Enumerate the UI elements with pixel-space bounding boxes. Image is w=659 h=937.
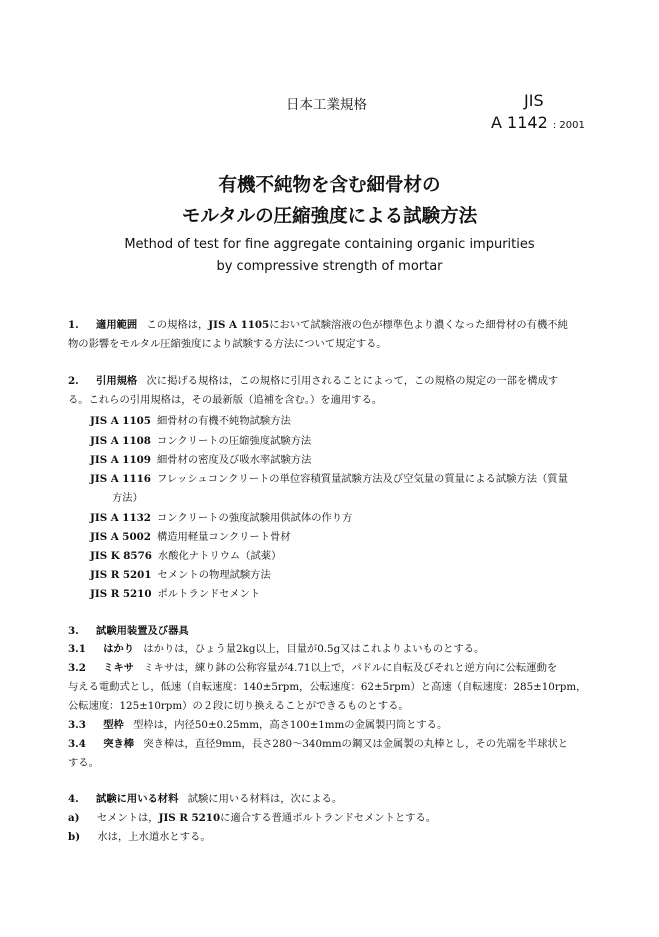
section2-num: 2.: [68, 375, 79, 387]
section3-num: 3.: [68, 625, 79, 637]
list-code: JIS R 5210: [158, 812, 221, 824]
item-num: 3.2: [68, 662, 86, 674]
ref-item: [90, 566, 271, 581]
ref-title: コンクリートの強度試験用供試体の作り方: [156, 512, 353, 524]
section3-heading: 試験用装置及び器具: [96, 625, 189, 637]
item-term: はかり: [103, 643, 135, 655]
section3-heading-line: [68, 622, 189, 640]
ref-item: [90, 432, 311, 447]
ref-title: 細骨材の密度及び吸水率試験方法: [156, 454, 312, 466]
item-text: はかりは，ひょう量2kg以上，目量が0.5g又はこれよりよいものとする。: [143, 643, 485, 655]
section1-text-a: この規格は，: [146, 319, 209, 331]
item-num: 3.4: [68, 738, 86, 750]
title-ja-line1: 有機不純物を含む細骨材の: [218, 175, 441, 196]
jis-label: JIS: [524, 91, 544, 110]
ref-item: [90, 547, 281, 562]
list-item: [68, 809, 436, 827]
ref-item: [90, 451, 311, 466]
title-ja-line2: モルタルの圧縮強度による試験方法: [181, 206, 478, 227]
ref-title: フレッシュコンクリートの単位容積質量試験方法及び空気量の質量による試験方法（質量: [156, 473, 568, 485]
item-text: ミキサは，練り鉢の公称容量が4.71以上で，パドルに自転及びそれと逆方向に公転運動を: [143, 662, 558, 674]
list-text-b: に適合する普通ポルトランドセメントとする。: [220, 812, 437, 824]
item-3-4-line2: する。: [68, 757, 99, 769]
ref-item: [90, 509, 352, 524]
ref-title: 細骨材の有機不純物試験方法: [156, 415, 291, 427]
section4-heading: 試験に用いる材料: [96, 793, 179, 805]
ref-code: JIS A 1105: [90, 415, 151, 427]
title-en-line1: Method of test for fine aggregate containing organic impurities: [124, 237, 535, 252]
section1-line1: [68, 316, 568, 334]
ref-title: セメントの物理試験方法: [157, 569, 271, 581]
section2-line2: る。これらの引用規格は，その最新版（追補を含む。）を適用する。: [68, 394, 383, 406]
standard-number: [491, 113, 585, 132]
item-num: 3.3: [68, 719, 86, 731]
ref-title: 水酸化ナトリウム（試薬）: [157, 550, 282, 562]
ref-title-continuation: 方法）: [112, 492, 143, 504]
item-3-2-line2: 与える電動式とし，低速（自転速度：140±5rpm，公転速度：62±5rpm）と高速（自転速度：285±10rpm，: [68, 681, 587, 693]
standard-year: : 2001: [552, 120, 585, 131]
standard-name: 日本工業規格: [286, 97, 367, 113]
item-3-3: [68, 716, 447, 734]
ref-item: [90, 470, 568, 485]
section2-text-line1: 次に掲げる規格は，この規格に引用されることによって，この規格の規定の一部を構成す: [146, 375, 559, 387]
item-term: ミキサ: [103, 662, 135, 674]
standard-number-value: A 1142: [491, 113, 548, 132]
item-3-2: [68, 659, 557, 677]
list-text-a: 水は，上水道水とする。: [97, 831, 211, 843]
item-num: 3.1: [68, 643, 86, 655]
ref-item: [90, 585, 260, 600]
section1-heading: 適用範囲: [96, 319, 138, 331]
list-label: b): [68, 831, 81, 843]
section1-ref-code: JIS A 1105: [208, 319, 270, 331]
section1-line2: 物の影響をモルタル圧縮強度により試験する方法について規定する。: [68, 338, 387, 350]
item-3-1: [68, 640, 484, 658]
section2-line1: [68, 372, 558, 390]
section4-num: 4.: [68, 793, 79, 805]
list-text-a: セメントは，: [96, 812, 159, 824]
item-3-2-line3: 公転速度：125±10rpm）の２段に切り換えることができるものとする。: [68, 700, 409, 712]
ref-code: JIS A 1132: [90, 512, 151, 524]
list-item: [68, 828, 211, 846]
ref-title: コンクリートの圧縮強度試験方法: [156, 435, 312, 447]
ref-code: JIS K 8576: [90, 550, 152, 562]
ref-title: 構造用軽量コンクリート骨材: [156, 531, 291, 543]
title-en-line2: by compressive strength of mortar: [216, 259, 443, 274]
section1-text-b: において試験溶液の色が標準色より濃くなった細骨材の有機不純: [269, 319, 568, 331]
ref-title: ポルトランドセメント: [157, 588, 261, 600]
section1-num: 1.: [68, 319, 79, 331]
ref-item: [90, 412, 291, 427]
section2-heading: 引用規格: [96, 375, 138, 387]
section4-heading-line: [68, 790, 342, 808]
item-3-4: [68, 735, 568, 753]
ref-code: JIS A 5002: [90, 531, 151, 543]
ref-code: JIS A 1108: [90, 435, 151, 447]
ref-code: JIS R 5210: [90, 588, 152, 600]
ref-item: [90, 528, 291, 543]
section4-text: 試験に用いる材料は，次による。: [187, 793, 343, 805]
item-term: 突き棒: [103, 738, 135, 750]
item-text: 型枠は，内径50±0.25mm，高さ100±1mmの金属製円筒とする。: [133, 719, 448, 731]
item-text: 突き棒は，直径9mm，長さ280～340mmの鋼又は金属製の丸棒とし，その先端を半球状と: [143, 738, 569, 750]
item-term: 型枠: [103, 719, 124, 731]
ref-code: JIS A 1109: [90, 454, 151, 466]
ref-code: JIS R 5201: [90, 569, 152, 581]
ref-code: JIS A 1116: [90, 473, 151, 485]
list-label: a): [68, 812, 80, 824]
